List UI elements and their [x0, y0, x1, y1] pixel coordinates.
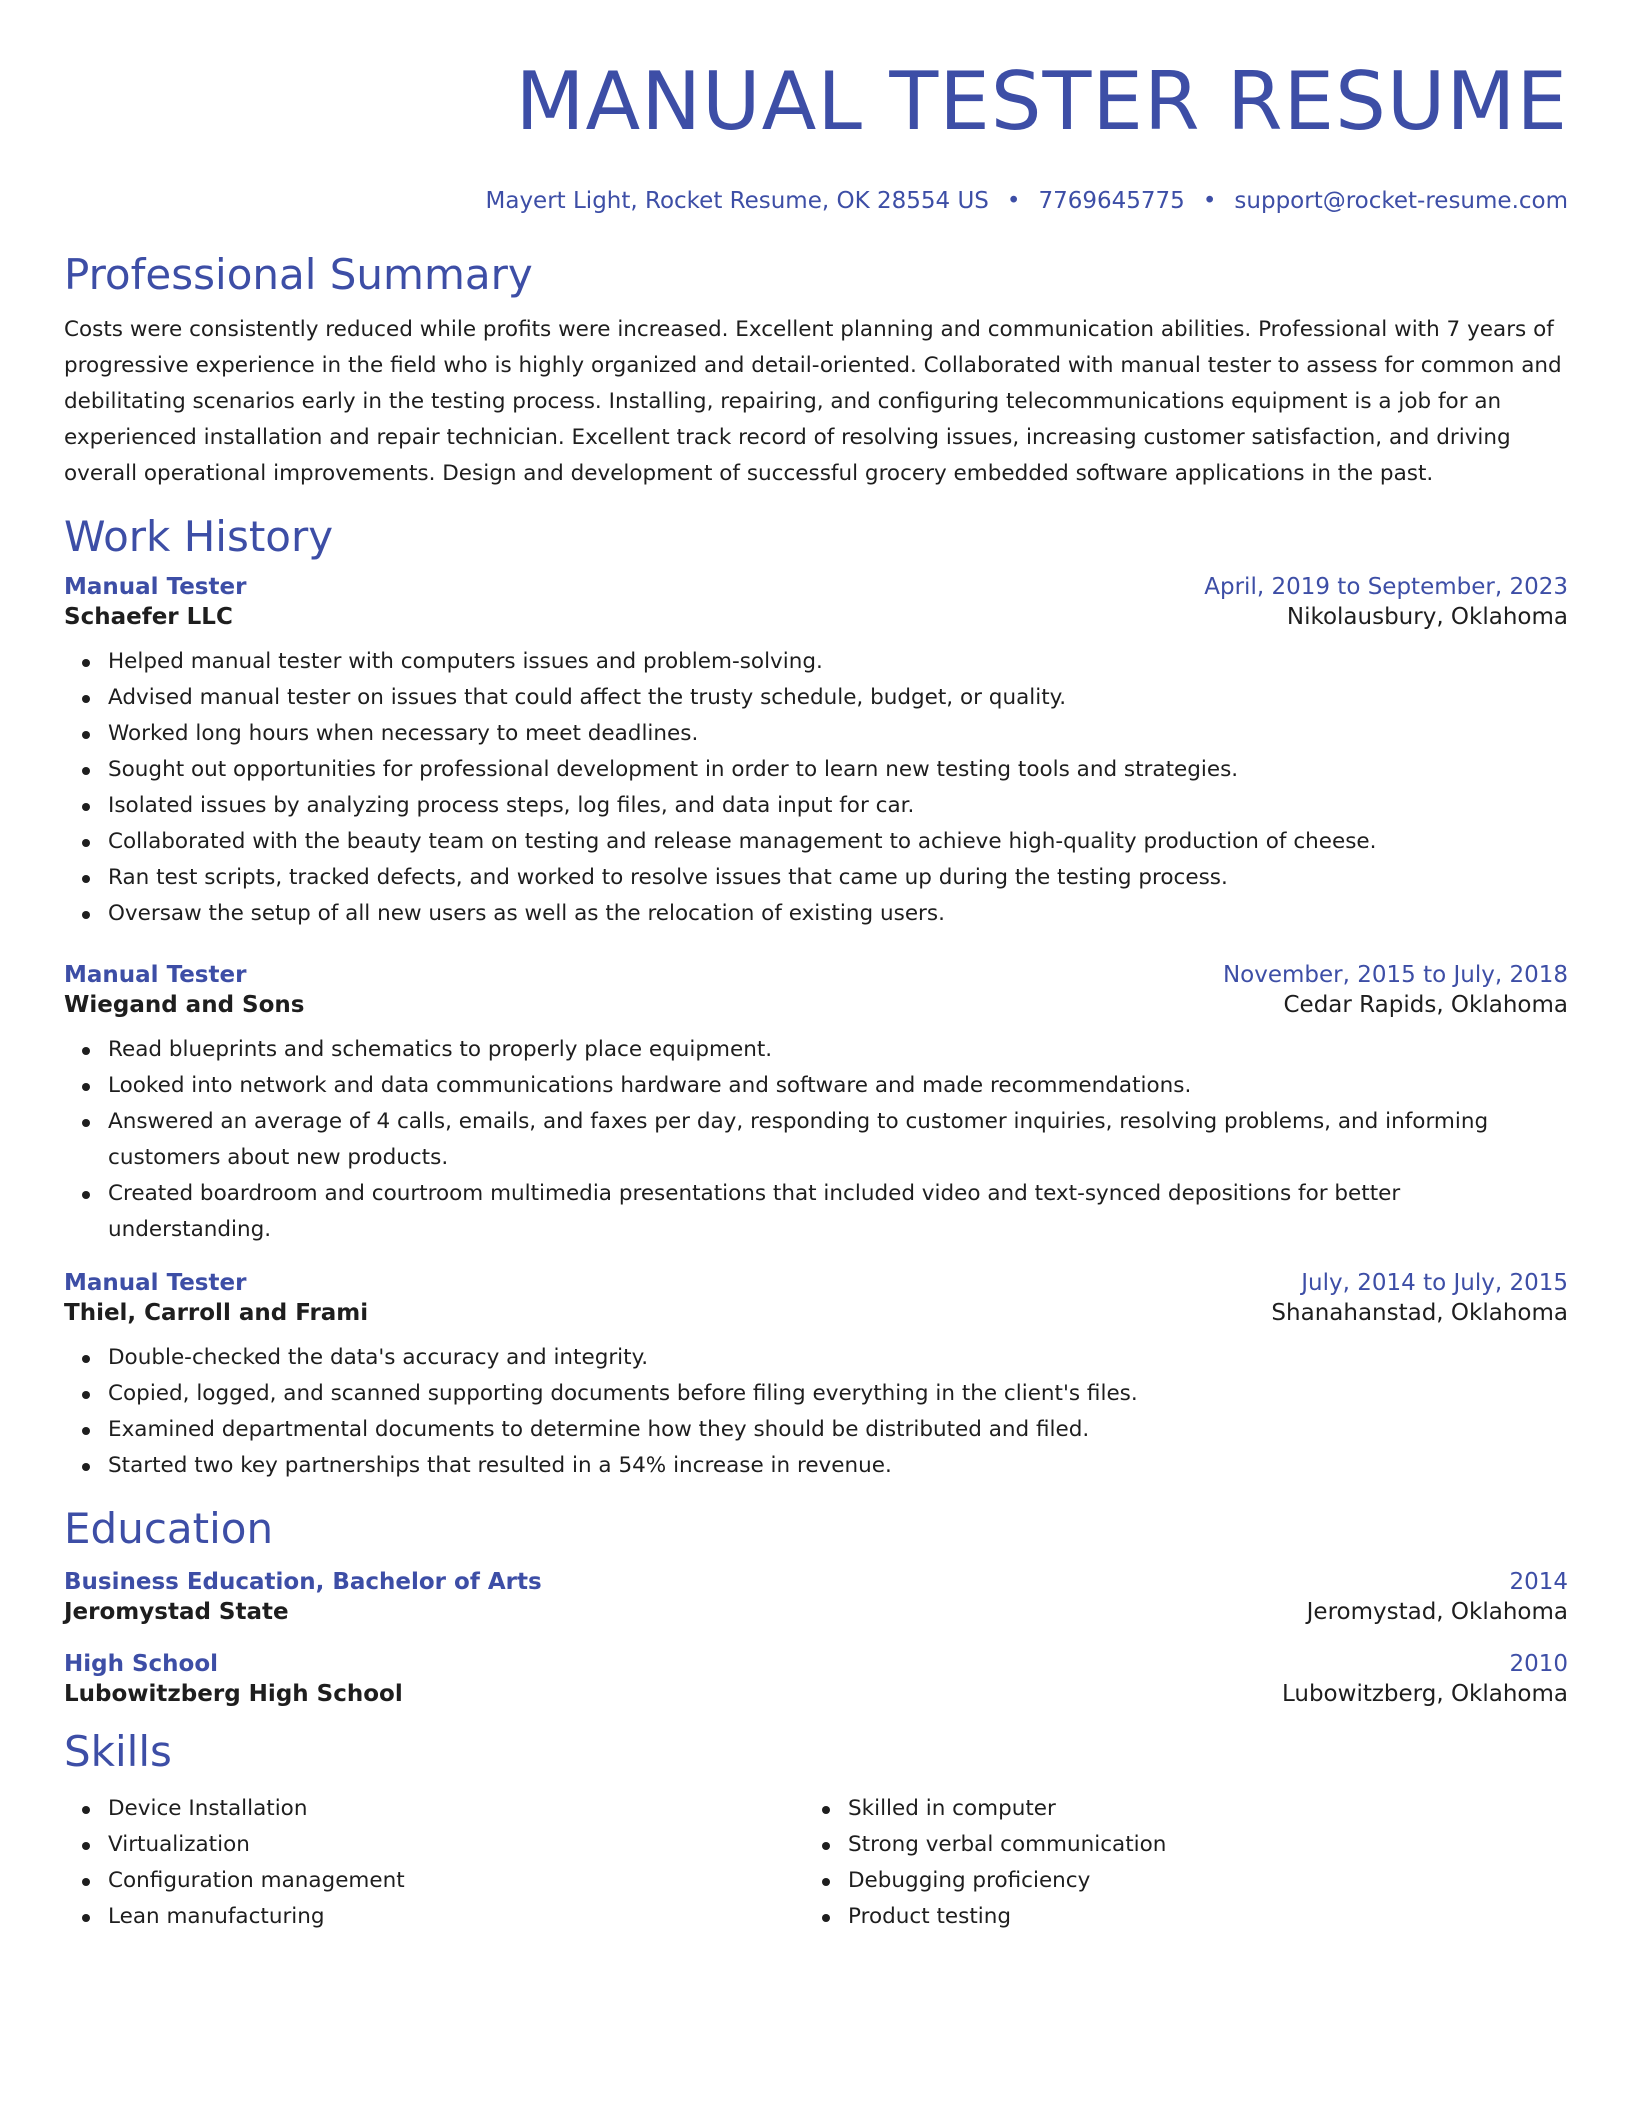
job-duty-item: Oversaw the setup of all new users as well as the relocation of existing users.: [108, 896, 1568, 932]
job-header-row: [64, 962, 1568, 988]
job-duty-item: Created boardroom and courtroom multimedia presentations that included video and text-synced depositions for better understanding.: [108, 1176, 1568, 1248]
job-duty-item: Sought out opportunities for professional development in order to learn new testing tools and strategies.: [108, 752, 1568, 788]
job-duties-list: [64, 644, 1568, 932]
education-degree: Business Education, Bachelor of Arts: [64, 1568, 542, 1595]
section-heading-summary: Professional Summary: [64, 250, 533, 299]
skills-grid: [64, 1791, 1568, 1935]
education-entry: [64, 1651, 1568, 1707]
job-header-row: [64, 1270, 1568, 1296]
job-duty-item: Ran test scripts, tracked defects, and worked to resolve issues that came up during the testing process.: [108, 860, 1568, 896]
skills-column-right: [804, 1791, 1544, 1935]
job-title: Manual Tester: [64, 1270, 247, 1297]
job-company-row: [64, 1300, 1568, 1326]
job-company-row: [64, 604, 1568, 630]
job-duty-item: Looked into network and data communications hardware and software and made recommendations.: [108, 1068, 1568, 1104]
section-heading-work-history: Work History: [64, 512, 334, 562]
skill-item: Lean manufacturing: [108, 1899, 804, 1935]
job-dates: November, 2015 to July, 2018: [1222, 962, 1568, 989]
job-dates: April, 2019 to September, 2023: [1204, 574, 1568, 601]
skill-item: Virtualization: [108, 1827, 804, 1863]
contact-address: Mayert Light, Rocket Resume, OK 28554 US: [485, 188, 989, 214]
job-location: Cedar Rapids, Oklahoma: [1283, 992, 1568, 1019]
job-title: Manual Tester: [64, 574, 247, 601]
skills-column-left: [64, 1791, 804, 1935]
education-degree: High School: [64, 1650, 219, 1677]
education-school: Jeromystad State: [64, 1598, 289, 1625]
separator-dot: •: [1202, 188, 1217, 214]
education-location: Jeromystad, Oklahoma: [1306, 1598, 1568, 1625]
section-heading-education: Education: [64, 1504, 274, 1554]
education-school: Lubowitzberg High School: [64, 1680, 403, 1707]
education-header-row: [64, 1651, 1568, 1677]
summary-text: Costs were consistently reduced while profits were increased. Excellent planning and communication abilities. Professional with 7 years of progressive experience in the field who is highly organized and detail-oriented. Collaborated with manual tester to assess for common and debilitating scenarios early in the testing process. Installing, repairing, and configuring telecommunications equipment is a job for an experienced installation and repair technician. Excellent track record of resolving issues, increasing customer satisfaction, and driving overall operational improvements. Design and development of successful grocery embedded software applications in the past.: [64, 317, 1562, 487]
job-company: Schaefer LLC: [64, 604, 233, 631]
job-duties-list: [64, 1340, 1568, 1484]
section-heading-skills: Skills: [64, 1726, 172, 1776]
job-dates: July, 2014 to July, 2015: [1301, 1270, 1568, 1297]
job-company: Wiegand and Sons: [64, 992, 305, 1019]
job-duty-item: Advised manual tester on issues that could affect the trusty schedule, budget, or quality.: [108, 680, 1568, 716]
skills-list: [804, 1791, 1544, 1935]
education-location: Lubowitzberg, Oklahoma: [1281, 1680, 1568, 1707]
contact-line: [64, 186, 1568, 216]
job-title: Manual Tester: [64, 962, 247, 989]
education-school-row: [64, 1681, 1568, 1707]
job-duty-item: Examined departmental documents to determine how they should be distributed and filed.: [108, 1412, 1568, 1448]
skill-item: Skilled in computer: [848, 1791, 1544, 1827]
skill-item: Device Installation: [108, 1791, 804, 1827]
education-year: 2014: [1509, 1568, 1568, 1595]
skill-item: Strong verbal communication: [848, 1827, 1544, 1863]
job-duty-item: Answered an average of 4 calls, emails, and faxes per day, responding to customer inquiries, resolving problems, and informing customers about new products.: [108, 1104, 1568, 1176]
job-duty-item: Double-checked the data's accuracy and integrity.: [108, 1340, 1568, 1376]
education-year: 2010: [1509, 1650, 1568, 1677]
job-entry: [64, 574, 1568, 932]
job-entry: [64, 962, 1568, 1248]
job-company: Thiel, Carroll and Frami: [64, 1300, 369, 1327]
job-header-row: [64, 574, 1568, 600]
skill-item: Product testing: [848, 1899, 1544, 1935]
job-location: Nikolausbury, Oklahoma: [1286, 604, 1568, 631]
education-entry: [64, 1569, 1568, 1625]
skills-list: [64, 1791, 804, 1935]
skill-item: Debugging proficiency: [848, 1863, 1544, 1899]
contact-phone: 7769645775: [1038, 188, 1185, 214]
education-school-row: [64, 1599, 1568, 1625]
job-location: Shanahanstad, Oklahoma: [1271, 1300, 1568, 1327]
job-company-row: [64, 992, 1568, 1018]
job-duty-item: Isolated issues by analyzing process steps, log files, and data input for car.: [108, 788, 1568, 824]
job-duty-item: Copied, logged, and scanned supporting documents before filing everything in the client's files.: [108, 1376, 1568, 1412]
job-duties-list: [64, 1032, 1568, 1248]
job-duty-item: Helped manual tester with computers issues and problem-solving.: [108, 644, 1568, 680]
job-entry: [64, 1270, 1568, 1484]
contact-email: support@rocket-resume.com: [1234, 188, 1568, 214]
job-duty-item: Read blueprints and schematics to properly place equipment.: [108, 1032, 1568, 1068]
job-duty-item: Collaborated with the beauty team on testing and release management to achieve high-quality production of cheese.: [108, 824, 1568, 860]
separator-dot: •: [1006, 188, 1021, 214]
resume-title: MANUAL TESTER RESUME: [515, 55, 1568, 148]
skill-item: Configuration management: [108, 1863, 804, 1899]
job-duty-item: Worked long hours when necessary to meet deadlines.: [108, 716, 1568, 752]
job-duty-item: Started two key partnerships that resulted in a 54% increase in revenue.: [108, 1448, 1568, 1484]
education-header-row: [64, 1569, 1568, 1595]
